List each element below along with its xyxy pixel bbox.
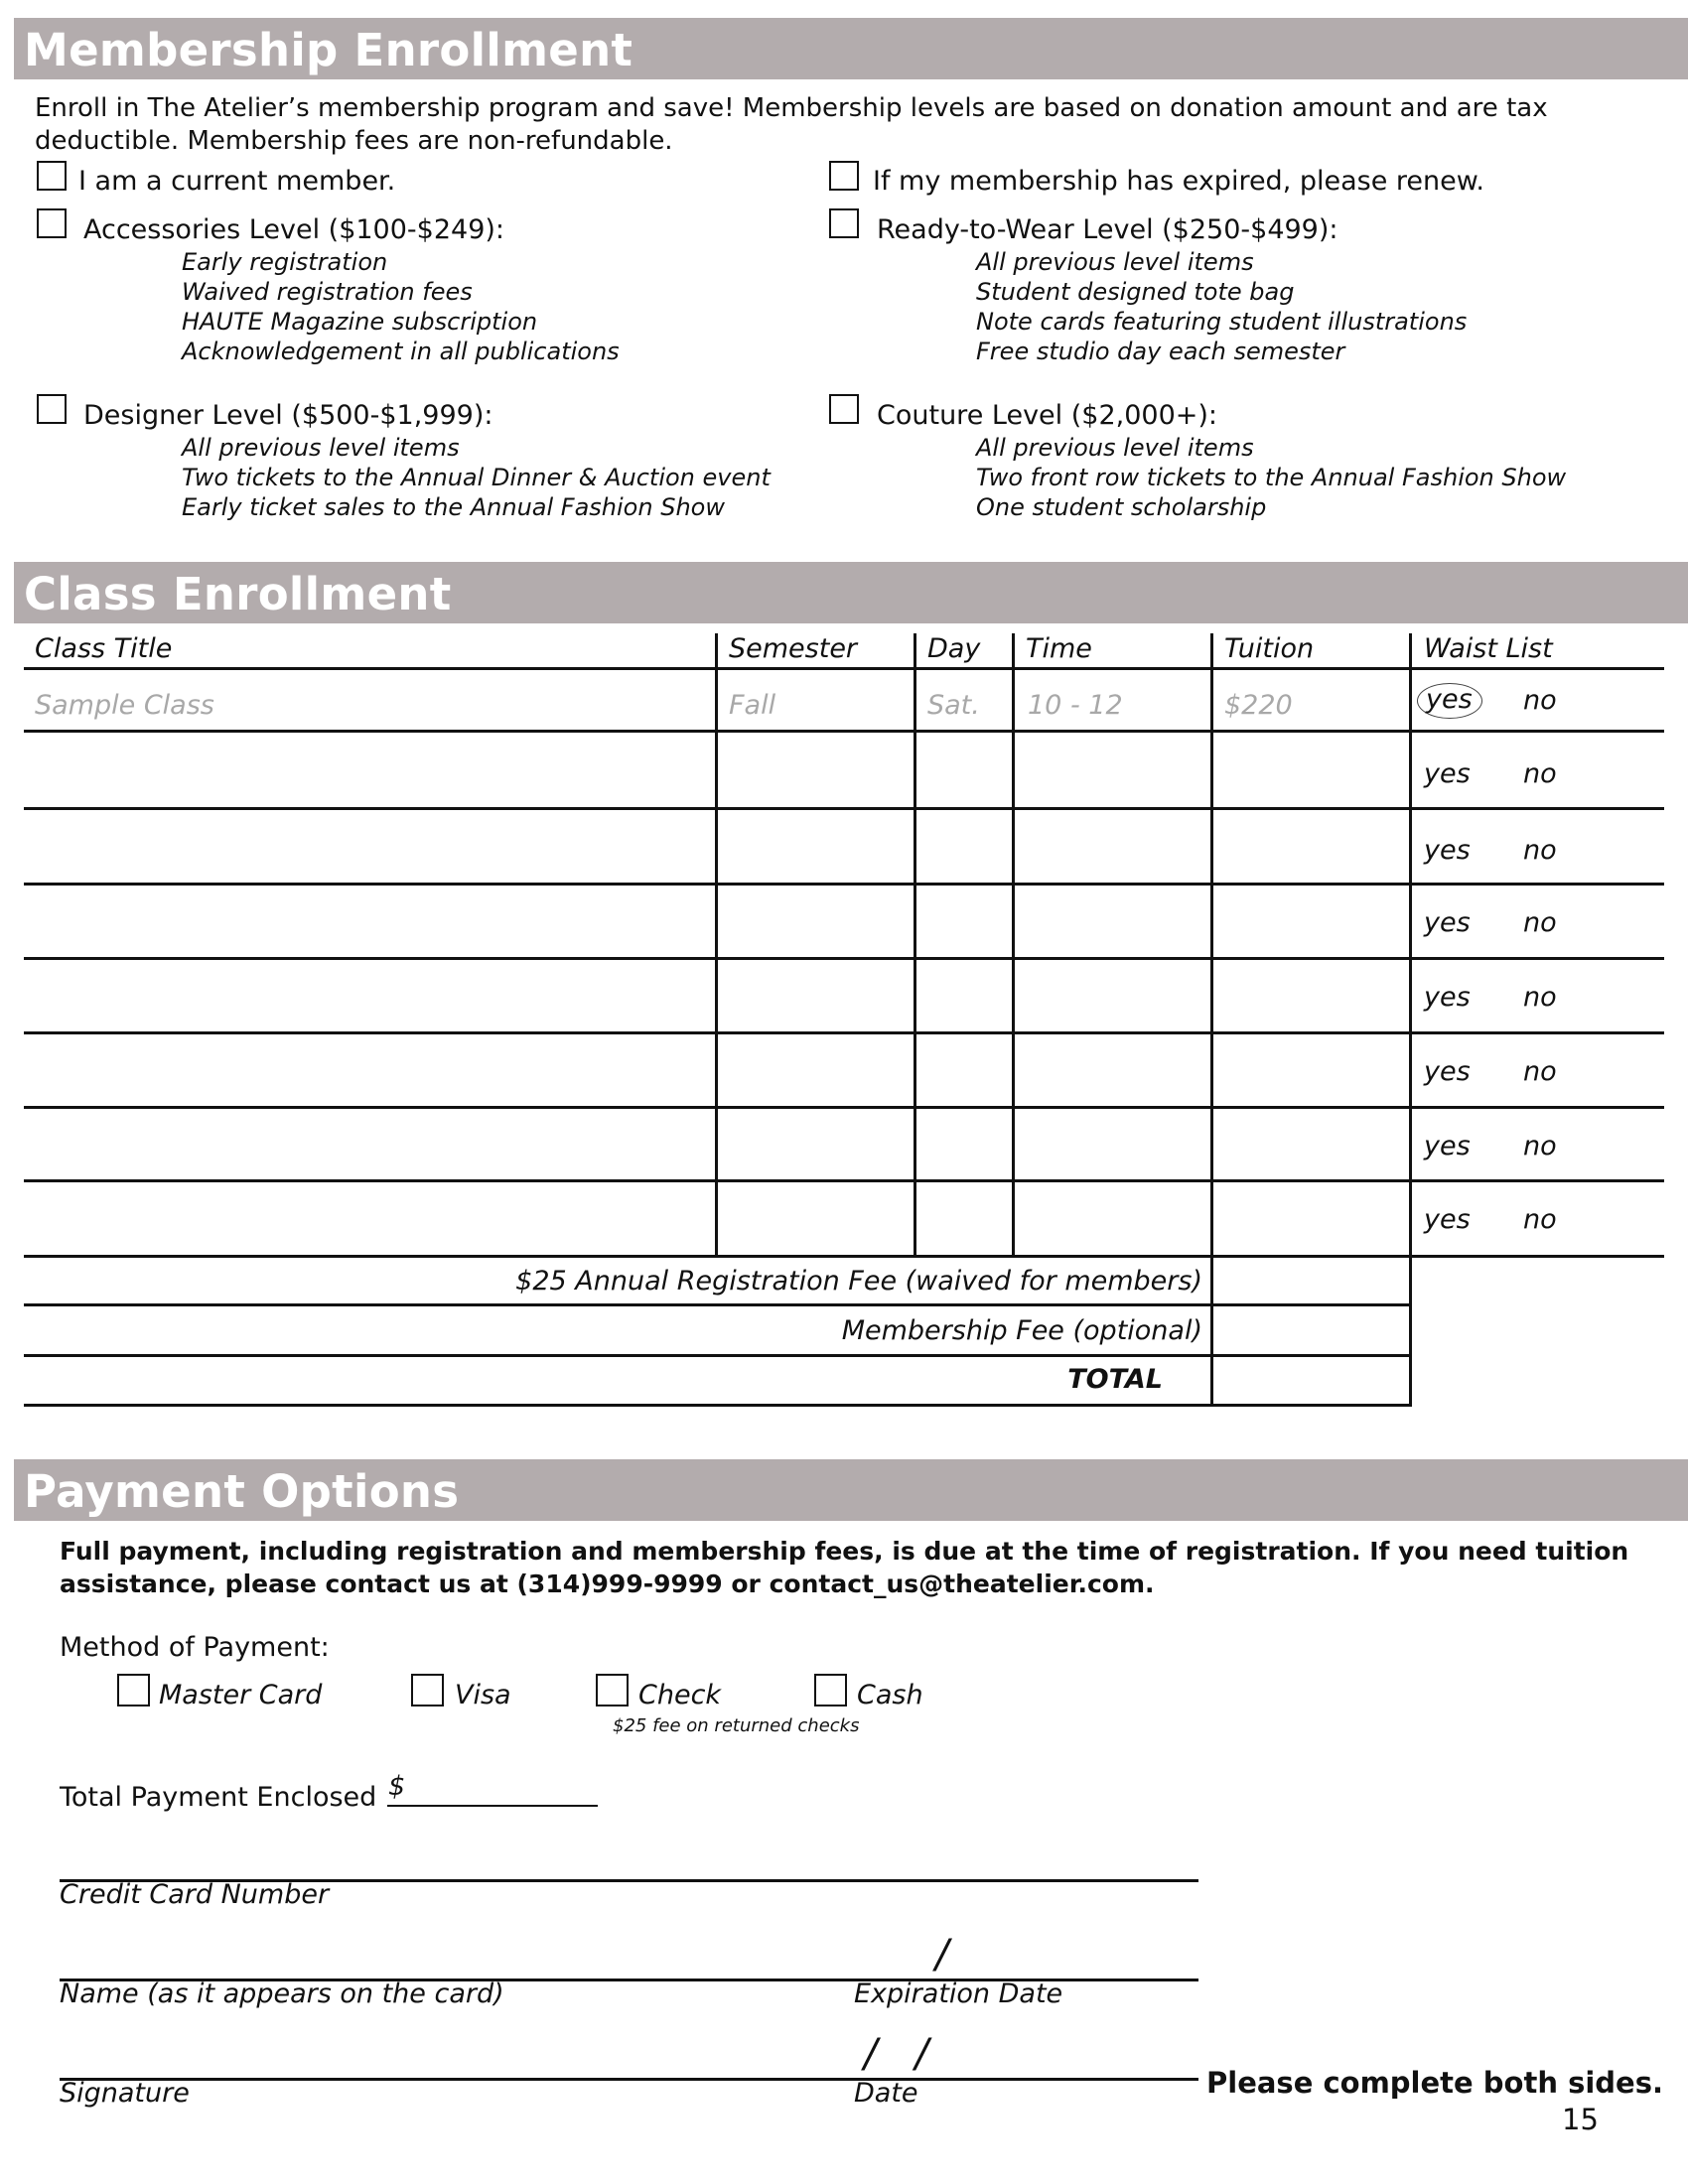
membership-intro-line2: deductible. Membership fees are non-refundable. [35,126,673,156]
currency-symbol: $ [388,1771,406,1802]
check-label: Check [638,1680,722,1710]
row-1-waitlist-yes[interactable]: yes [1424,758,1471,789]
col-header-time: Time [1026,633,1092,664]
current-member-label: I am a current member. [78,166,396,197]
row-3-waitlist-no[interactable]: no [1523,907,1557,938]
row-3-waitlist-yes[interactable]: yes [1424,907,1471,938]
renew-label: If my membership has expired, please renew. [873,166,1484,197]
table-rule [24,1106,1664,1109]
credit-card-number-label: Credit Card Number [60,1879,330,1910]
row-1-waitlist-no[interactable]: no [1523,758,1557,789]
accessories-level-title: Accessories Level ($100-$249): [83,214,504,245]
row-6-waitlist-no[interactable]: no [1523,1131,1557,1161]
ready-to-wear-level-title: Ready-to-Wear Level ($250-$499): [877,214,1338,245]
row-4-waitlist-no[interactable]: no [1523,982,1557,1013]
renew-checkbox[interactable] [829,161,859,191]
master-card-label: Master Card [159,1680,323,1710]
class-header-band [14,562,1688,623]
benefit-item: HAUTE Magazine subscription [182,308,538,336]
membership-header-band [14,18,1688,79]
ready-to-wear-level-benefits [976,247,1467,366]
visa-checkbox[interactable] [411,1674,444,1706]
designer-level-title: Designer Level ($500-$1,999): [83,400,493,431]
benefit-item: All previous level items [976,434,1254,462]
total-label: TOTAL [1067,1364,1163,1395]
payment-notice-line1: Full payment, including registration and membership fees, is due at the time of registration. If you need tuition [60,1537,1629,1566]
date-label: Date [854,2078,918,2109]
table-rule [24,1303,1411,1306]
sample-time: 10 - 12 [1028,690,1123,721]
couture-level-checkbox[interactable] [829,394,859,424]
row-6-waitlist-yes[interactable]: yes [1424,1131,1471,1161]
column-line [1409,667,1412,1407]
payment-heading: Payment Options [24,1465,460,1518]
benefit-item: Early ticket sales to the Annual Fashion Show [182,493,725,521]
column-line [1210,667,1213,1407]
cash-label: Cash [857,1680,923,1710]
name-on-card-label: Name (as it appears on the card) [60,1979,504,2009]
signature-input[interactable] [60,2078,1198,2081]
col-header-semester: Semester [729,633,858,664]
total-payment-input[interactable] [387,1805,598,1807]
table-rule [24,667,1664,670]
sample-class-title: Sample Class [35,690,214,721]
class-heading: Class Enrollment [24,568,452,620]
benefit-item: Waived registration fees [182,278,473,306]
header-divider [914,633,916,669]
row-5-waitlist-yes[interactable]: yes [1424,1056,1471,1087]
page-number: 15 [1562,2103,1599,2136]
sample-semester: Fall [729,690,776,721]
designer-level-benefits [182,433,771,522]
col-header-class-title: Class Title [35,633,173,664]
benefit-item: Two front row tickets to the Annual Fashion Show [976,464,1567,491]
col-header-waitlist: Waist List [1424,633,1553,664]
row-4-waitlist-yes[interactable]: yes [1424,982,1471,1013]
row-2-waitlist-yes[interactable]: yes [1424,835,1471,866]
total-payment-label: Total Payment Enclosed [60,1782,377,1813]
benefit-item: Early registration [182,248,388,276]
payment-notice-line2: assistance, please contact us at (314)999-9999 or contact_us@theatelier.com. [60,1570,1155,1598]
row-7-waitlist-no[interactable]: no [1523,1204,1557,1235]
table-rule [24,1354,1411,1357]
header-divider [1210,633,1213,669]
payment-header-band [14,1459,1688,1521]
method-of-payment-label: Method of Payment: [60,1632,330,1663]
membership-intro-line1: Enroll in The Atelier’s membership program and save! Membership levels are based on donation amount and are tax [35,93,1548,123]
ready-to-wear-level-checkbox[interactable] [829,208,859,238]
check-fee-note: $25 fee on returned checks [613,1715,860,1736]
date-slashes: / / [864,2031,929,2077]
benefit-item: Two tickets to the Annual Dinner & Auction event [182,464,771,491]
column-line [914,667,916,1256]
header-divider [1012,633,1015,669]
sample-waitlist-no[interactable]: no [1523,685,1557,716]
table-rule [24,1179,1664,1182]
registration-fee-label: $25 Annual Registration Fee (waived for members) [515,1266,1202,1297]
membership-heading: Membership Enrollment [24,24,633,76]
benefit-item: Free studio day each semester [976,338,1345,365]
table-rule [24,730,1664,733]
couture-level-title: Couture Level ($2,000+): [877,400,1217,431]
col-header-day: Day [927,633,981,664]
couture-level-benefits [976,433,1566,522]
benefit-item: Student designed tote bag [976,278,1295,306]
visa-label: Visa [455,1680,511,1710]
designer-level-checkbox[interactable] [37,394,67,424]
column-line [715,667,718,1256]
benefit-item: All previous level items [976,248,1254,276]
benefit-item: One student scholarship [976,493,1267,521]
benefit-item: Acknowledgement in all publications [182,338,620,365]
table-rule [24,1255,1664,1258]
complete-both-sides-note: Please complete both sides. [1206,2066,1663,2100]
expiration-slash: / [935,1932,949,1978]
table-rule [24,1031,1664,1034]
membership-fee-label: Membership Fee (optional) [841,1315,1202,1346]
sample-day: Sat. [927,690,980,721]
accessories-level-checkbox[interactable] [37,208,67,238]
check-checkbox[interactable] [596,1674,629,1706]
table-rule [24,957,1664,960]
cash-checkbox[interactable] [814,1674,847,1706]
signature-label: Signature [60,2078,190,2109]
benefit-item: Note cards featuring student illustrations [976,308,1468,336]
sample-tuition: $220 [1224,690,1293,721]
row-7-waitlist-yes[interactable]: yes [1424,1204,1471,1235]
current-member-checkbox[interactable] [37,161,67,191]
header-divider [1409,633,1412,669]
col-header-tuition: Tuition [1224,633,1315,664]
header-divider [715,633,718,669]
expiration-date-label: Expiration Date [854,1979,1063,2009]
column-line [1012,667,1015,1256]
table-rule [24,1404,1411,1407]
table-rule [24,807,1664,810]
master-card-checkbox[interactable] [117,1674,150,1706]
table-rule [24,883,1664,886]
sample-waitlist-yes[interactable]: yes [1417,683,1482,719]
accessories-level-benefits [182,247,620,366]
row-5-waitlist-no[interactable]: no [1523,1056,1557,1087]
benefit-item: All previous level items [182,434,460,462]
row-2-waitlist-no[interactable]: no [1523,835,1557,866]
